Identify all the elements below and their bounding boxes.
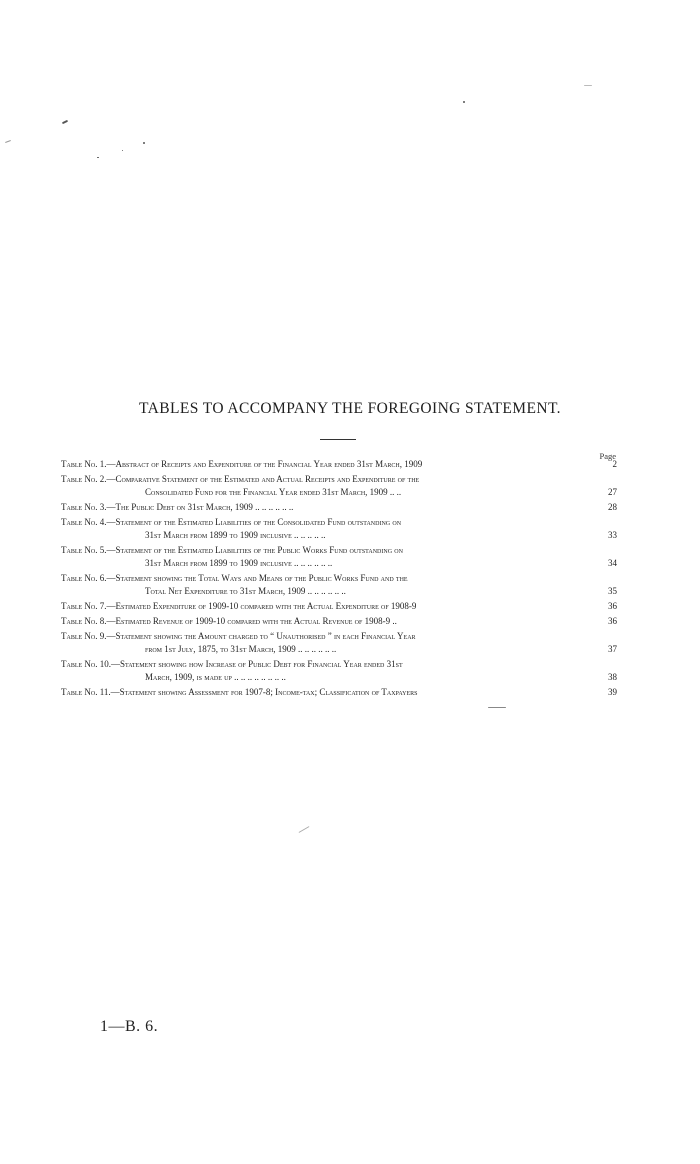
table-of-contents xyxy=(61,458,617,701)
entry-page: 27 xyxy=(608,487,617,497)
scan-speck xyxy=(488,707,506,708)
entry-continuation: 31st March from 1899 to 1909 inclusive .. .. .. .. .. xyxy=(145,530,326,540)
entry-text: —Statement showing Assessment for 1907-8; Income-tax; Classification of Taxpayers xyxy=(110,687,418,697)
entry-text: —Estimated Revenue of 1909-10 compared with the Actual Revenue of 1908-9 .. xyxy=(106,616,397,626)
toc-entry-8 xyxy=(61,615,617,628)
toc-entry-3 xyxy=(61,501,617,514)
entry-text: —Comparative Statement of the Estimated and Actual Receipts and Expenditure of the xyxy=(106,474,420,484)
toc-entry-7 xyxy=(61,600,617,613)
entry-text: —Statement showing the Total Ways and Means of the Public Works Fund and the xyxy=(106,573,408,583)
toc-entry-11 xyxy=(61,686,617,699)
entry-page: 38 xyxy=(608,672,617,682)
title-divider xyxy=(320,439,356,440)
entry-page: 33 xyxy=(608,530,617,540)
scan-speck xyxy=(5,140,11,143)
entry-text: —Abstract of Receipts and Expenditure of the Financial Year ended 31st March, 1909 xyxy=(106,459,423,469)
entry-text: —Statement of the Estimated Liabilities of the Public Works Fund outstanding on xyxy=(106,545,403,555)
entry-number: Table No. 10. xyxy=(61,659,111,669)
entry-continuation: March, 1909, is made up .. .. .. .. .. .. .. .. xyxy=(145,672,286,682)
scan-speck xyxy=(122,150,123,151)
toc-entry-1 xyxy=(61,458,617,471)
entry-number: Table No. 3. xyxy=(61,502,107,512)
entry-page: 2 xyxy=(612,459,617,469)
toc-entry-10 xyxy=(61,658,617,684)
toc-entry-2 xyxy=(61,473,617,499)
entry-page: 35 xyxy=(608,586,617,596)
page-column-label: Page xyxy=(599,451,616,461)
entry-number: Table No. 9. xyxy=(61,631,107,641)
entry-number: Table No. 1. xyxy=(61,459,107,469)
entry-page: 39 xyxy=(608,687,617,697)
scan-speck xyxy=(97,157,99,158)
entry-number: Table No. 2. xyxy=(61,474,107,484)
entry-page: 36 xyxy=(608,601,617,611)
toc-entry-4 xyxy=(61,516,617,542)
entry-text: —Estimated Expenditure of 1909-10 compared with the Actual Expenditure of 1908-9 xyxy=(106,601,417,611)
entry-number: Table No. 7. xyxy=(61,601,107,611)
page-title: TABLES TO ACCOMPANY THE FOREGOING STATEMENT. xyxy=(139,400,561,417)
entry-number: Table No. 5. xyxy=(61,545,107,555)
entry-text: —Statement of the Estimated Liabilities of the Consolidated Fund outstanding on xyxy=(106,517,402,527)
scan-speck xyxy=(299,826,310,833)
toc-entry-6 xyxy=(61,572,617,598)
scan-speck xyxy=(143,142,145,144)
scan-speck xyxy=(584,85,592,86)
entry-text: —Statement showing how Increase of Public Debt for Financial Year ended 31st xyxy=(111,659,403,669)
entry-number: Table No. 8. xyxy=(61,616,107,626)
entry-continuation: Consolidated Fund for the Financial Year ended 31st March, 1909 .. .. xyxy=(145,487,402,497)
entry-text: —The Public Debt on 31st March, 1909 .. .. .. .. .. .. xyxy=(106,502,294,512)
toc-entry-9 xyxy=(61,630,617,656)
entry-continuation: 31st March from 1899 to 1909 inclusive .. .. .. .. .. .. xyxy=(145,558,333,568)
scan-speck xyxy=(62,120,68,124)
entry-number: Table No. 11. xyxy=(61,687,111,697)
entry-page: 36 xyxy=(608,616,617,626)
entry-number: Table No. 4. xyxy=(61,517,107,527)
entry-continuation: from 1st July, 1875, to 31st March, 1909 .. .. .. .. .. .. xyxy=(145,644,337,654)
entry-continuation: Total Net Expenditure to 31st March, 1909 .. .. .. .. .. .. xyxy=(145,586,346,596)
scan-speck xyxy=(463,101,465,103)
toc-entry-5 xyxy=(61,544,617,570)
entry-page: 28 xyxy=(608,502,617,512)
entry-page: 37 xyxy=(608,644,617,654)
entry-number: Table No. 6. xyxy=(61,573,107,583)
entry-text: —Statement showing the Amount charged to “ Unauthorised ” in each Financial Year xyxy=(106,631,416,641)
entry-page: 34 xyxy=(608,558,617,568)
document-reference: 1—B. 6. xyxy=(100,1018,159,1035)
